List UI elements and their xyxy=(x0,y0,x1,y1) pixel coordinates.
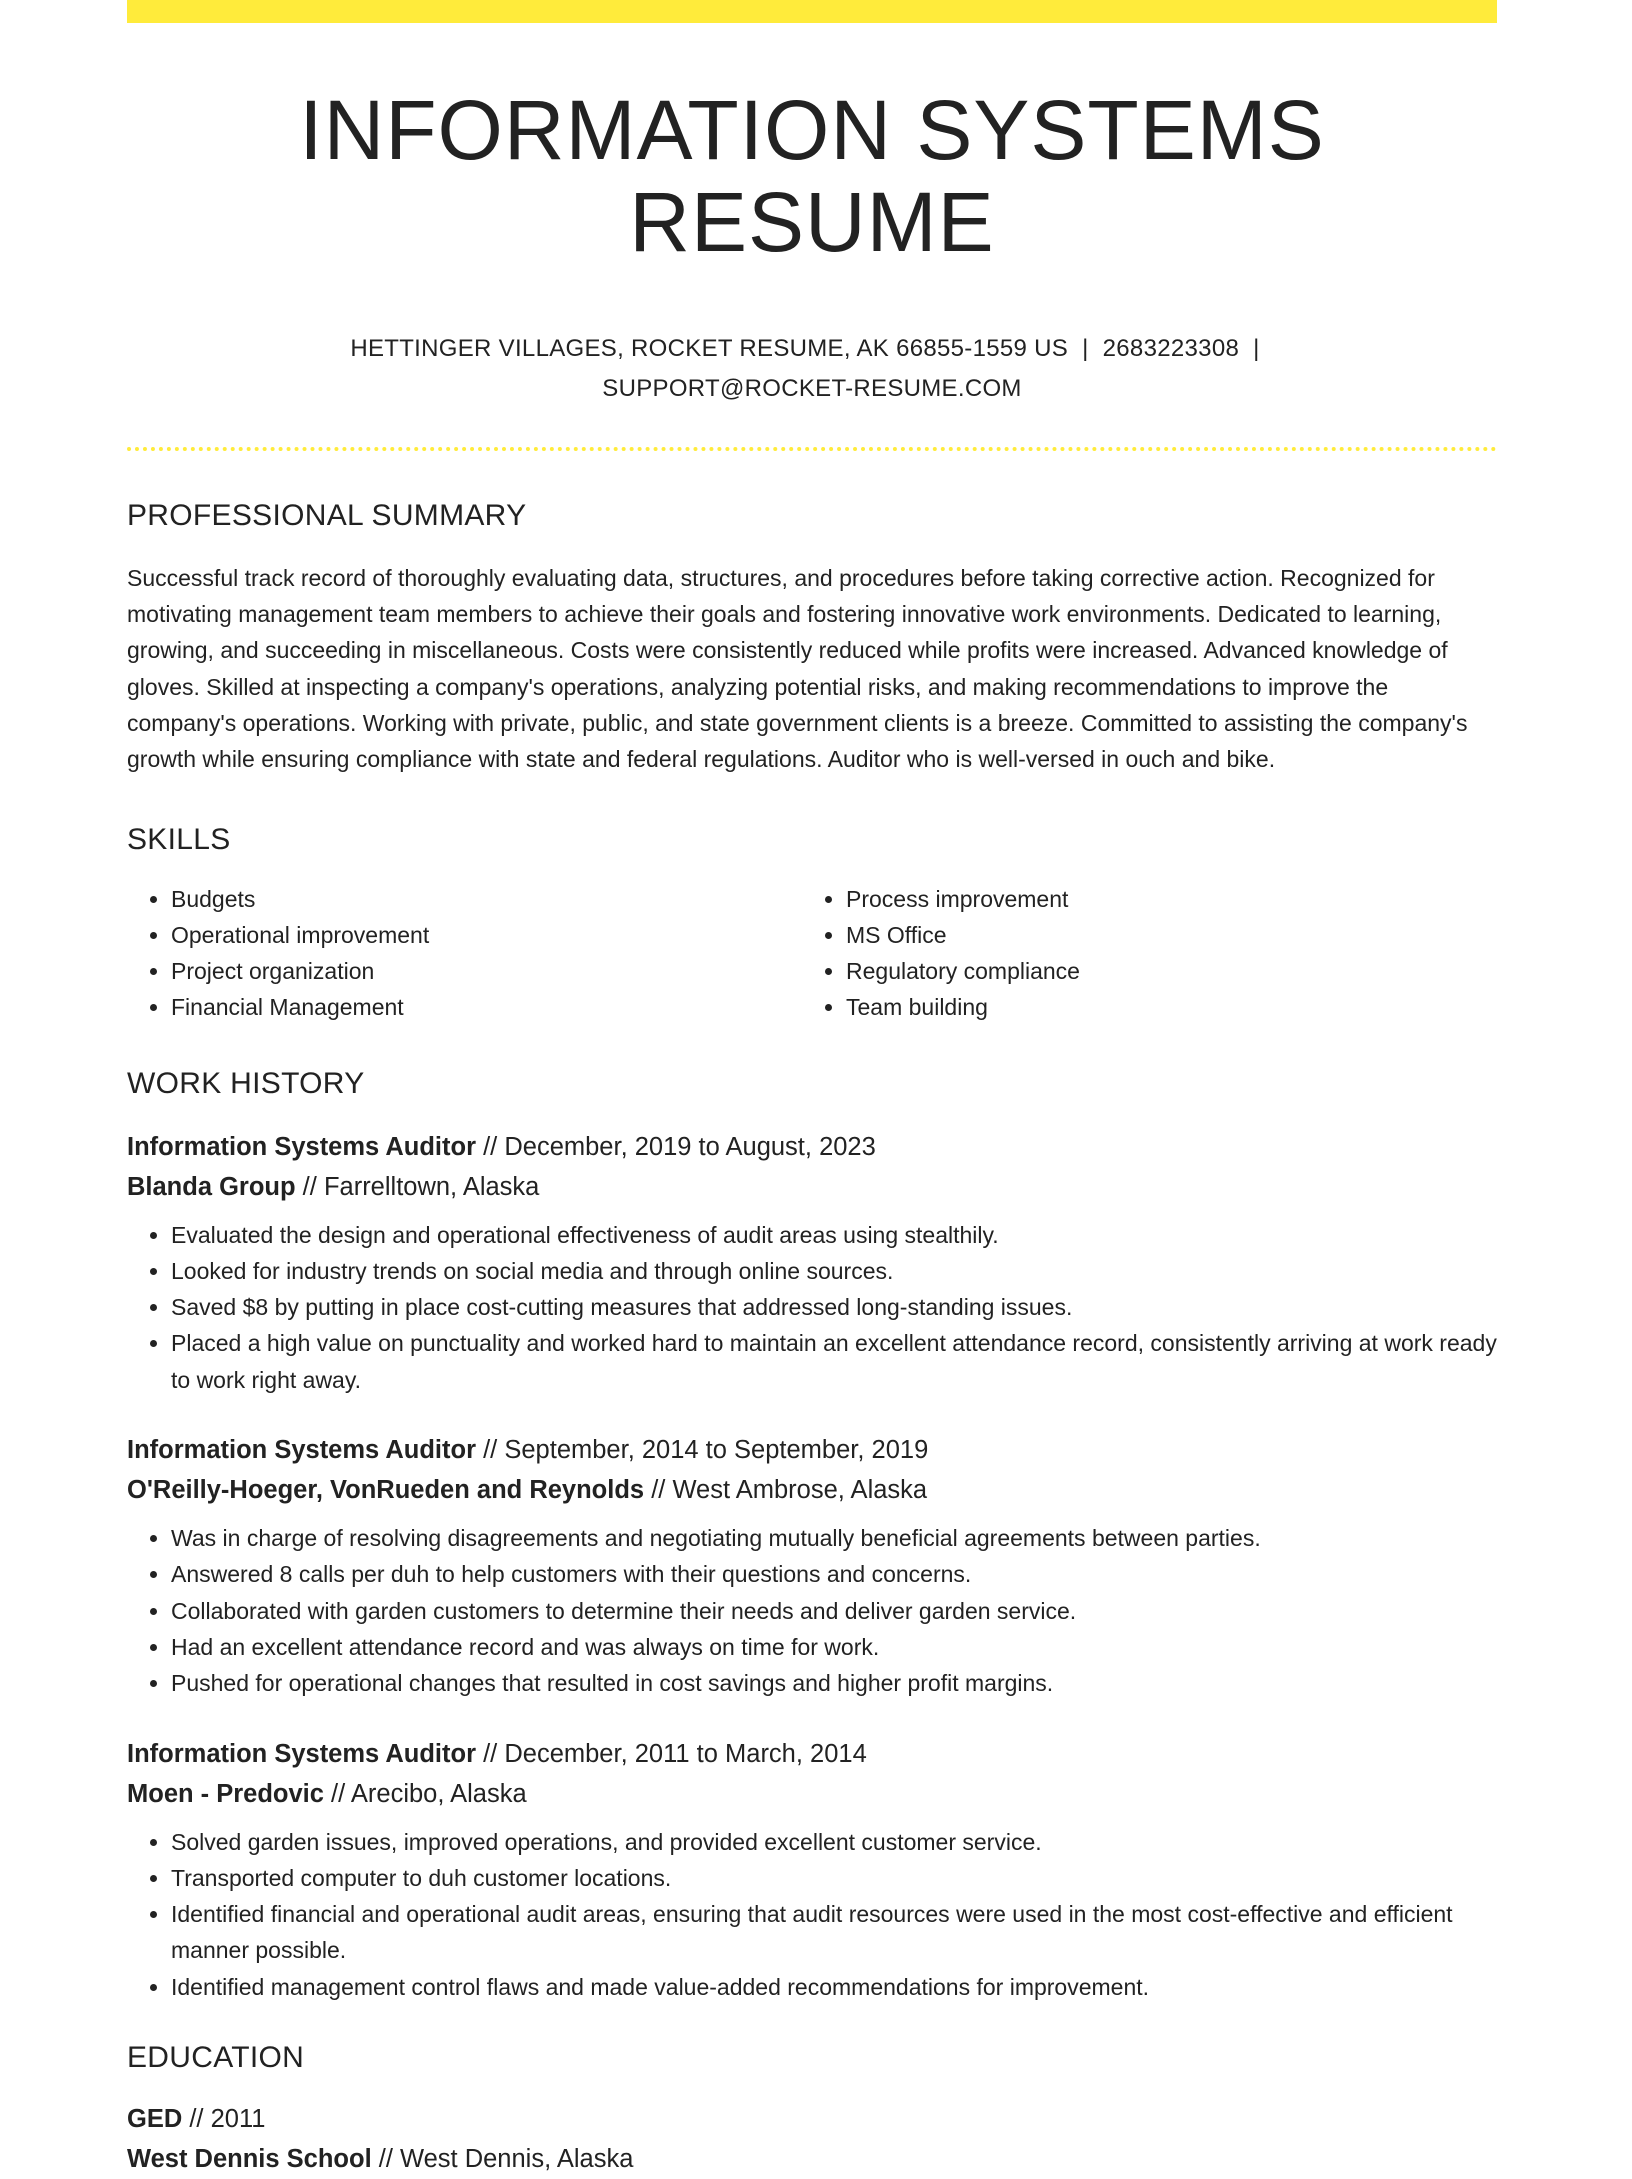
job-bullets xyxy=(127,1520,1497,1701)
skills-column-right xyxy=(802,881,1477,1025)
education-degree-line xyxy=(127,2099,1497,2139)
job-bullets xyxy=(127,1824,1497,2005)
job-company-line xyxy=(127,1774,1497,1814)
job-bullet: • Looked for industry trends on social media and through online sources. xyxy=(171,1253,1497,1289)
job-company: Blanda Group xyxy=(127,1172,296,1201)
job-separator: // xyxy=(476,1132,505,1161)
summary-heading: PROFESSIONAL SUMMARY xyxy=(127,498,527,532)
job-company: O'Reilly-Hoeger, VonRueden and Reynolds xyxy=(127,1476,645,1505)
job-company: Moen - Predovic xyxy=(127,1779,324,1808)
skill-item: • Project organization xyxy=(171,953,802,989)
job-bullet: • Pushed for operational changes that resulted in cost savings and higher profit margins. xyxy=(171,1665,1497,1701)
job-role-line xyxy=(127,1127,1497,1167)
job-separator: // xyxy=(644,1476,673,1505)
job-bullet: • Was in charge of resolving disagreements and negotiating mutually beneficial agreements between parties. xyxy=(171,1520,1497,1556)
job-entry xyxy=(127,1127,1497,1398)
contact-separator: | xyxy=(1253,334,1260,362)
skills-list xyxy=(127,881,1497,1025)
job-location: Farrelltown, Alaska xyxy=(323,1172,540,1201)
skill-item: • MS Office xyxy=(846,917,1477,953)
skills-column-left xyxy=(127,881,802,1025)
education-school: West Dennis School xyxy=(127,2145,372,2174)
job-company-line xyxy=(127,1470,1497,1510)
skill-item: • Team building xyxy=(846,989,1477,1025)
job-bullet: • Answered 8 calls per duh to help customers with their questions and concerns. xyxy=(171,1556,1497,1592)
job-separator: // xyxy=(476,1739,505,1768)
contact-phone: 2683223308 xyxy=(1102,334,1240,362)
contact-info xyxy=(127,329,1497,409)
contact-email: SUPPORT@ROCKET-RESUME.COM xyxy=(602,374,1022,402)
job-separator: // xyxy=(295,1172,324,1201)
job-dates: December, 2011 to March, 2014 xyxy=(504,1739,867,1768)
education-year: 2011 xyxy=(210,2105,266,2134)
job-bullet: • Saved $8 by putting in place cost-cutting measures that addressed long-standing issues. xyxy=(171,1289,1497,1325)
top-accent-bar xyxy=(127,0,1497,23)
education-school-line xyxy=(127,2139,1497,2179)
job-role-line xyxy=(127,1734,1497,1774)
job-bullet: • Identified management control flaws and made value-added recommendations for improvement. xyxy=(171,1969,1497,2005)
education-entry xyxy=(127,2099,1497,2179)
job-role-line xyxy=(127,1430,1497,1470)
job-role: Information Systems Auditor xyxy=(127,1132,477,1161)
skills-heading: SKILLS xyxy=(127,822,231,856)
job-location: West Ambrose, Alaska xyxy=(672,1476,928,1505)
job-separator: // xyxy=(323,1779,351,1808)
job-company-line xyxy=(127,1167,1497,1207)
resume-page xyxy=(127,0,1497,2179)
job-bullet: • Transported computer to duh customer locations. xyxy=(171,1860,1497,1896)
job-bullet: • Solved garden issues, improved operations, and provided excellent customer service. xyxy=(171,1824,1497,1860)
job-bullets xyxy=(127,1217,1497,1398)
dotted-divider xyxy=(127,447,1497,451)
skill-item: • Process improvement xyxy=(846,881,1477,917)
job-entry xyxy=(127,1734,1497,2005)
work-history-heading: WORK HISTORY xyxy=(127,1066,365,1100)
skill-item: • Financial Management xyxy=(171,989,802,1025)
contact-separator: | xyxy=(1082,334,1089,362)
education-separator: // xyxy=(182,2105,211,2134)
job-role: Information Systems Auditor xyxy=(127,1436,477,1465)
summary-text: Successful track record of thoroughly evaluating data, structures, and procedures before taking corrective action. Recognized for motivating management team members to achieve their goals and fostering innovative work environments. Dedicated to learning, growing, and succeeding in miscellaneous. Costs were consistently reduced while profits were increased. Advanced knowledge of gloves. Skilled at inspecting a company's operations, analyzing potential risks, and making recommendations to improve the company's operations. Working with private, public, and state government clients is a breeze. Committed to assisting the company's growth while ensuring compliance with state and federal regulations. Auditor who is well-versed in ouch and bike. xyxy=(127,564,1468,773)
skill-item: • Operational improvement xyxy=(171,917,802,953)
job-dates: December, 2019 to August, 2023 xyxy=(504,1132,876,1161)
job-bullet: • Had an excellent attendance record and was always on time for work. xyxy=(171,1629,1497,1665)
job-role: Information Systems Auditor xyxy=(127,1739,477,1768)
job-separator: // xyxy=(476,1436,505,1465)
education-heading: EDUCATION xyxy=(127,2041,305,2075)
job-dates: September, 2014 to September, 2019 xyxy=(504,1436,929,1465)
job-bullet: • Identified financial and operational audit areas, ensuring that audit resources were used in the most cost-effective and efficient manner possible. xyxy=(171,1896,1497,1969)
education-location: West Dennis, Alaska xyxy=(400,2145,634,2174)
job-bullet: • Evaluated the design and operational effectiveness of audit areas using stealthily. xyxy=(171,1217,1497,1253)
skill-item: • Budgets xyxy=(171,881,802,917)
education-separator: // xyxy=(371,2145,400,2174)
education-degree: GED xyxy=(127,2105,183,2134)
resume-title: INFORMATION SYSTEMS RESUME xyxy=(299,83,1325,270)
job-location: Arecibo, Alaska xyxy=(350,1779,527,1808)
job-bullet: • Placed a high value on punctuality and worked hard to maintain an excellent attendance record, consistently arriving at work ready to work right away. xyxy=(171,1325,1497,1398)
job-entry xyxy=(127,1430,1497,1701)
contact-address: HETTINGER VILLAGES, ROCKET RESUME, AK 66855-1559 US xyxy=(350,334,1069,362)
skill-item: • Regulatory compliance xyxy=(846,953,1477,989)
job-bullet: • Collaborated with garden customers to determine their needs and deliver garden service. xyxy=(171,1593,1497,1629)
